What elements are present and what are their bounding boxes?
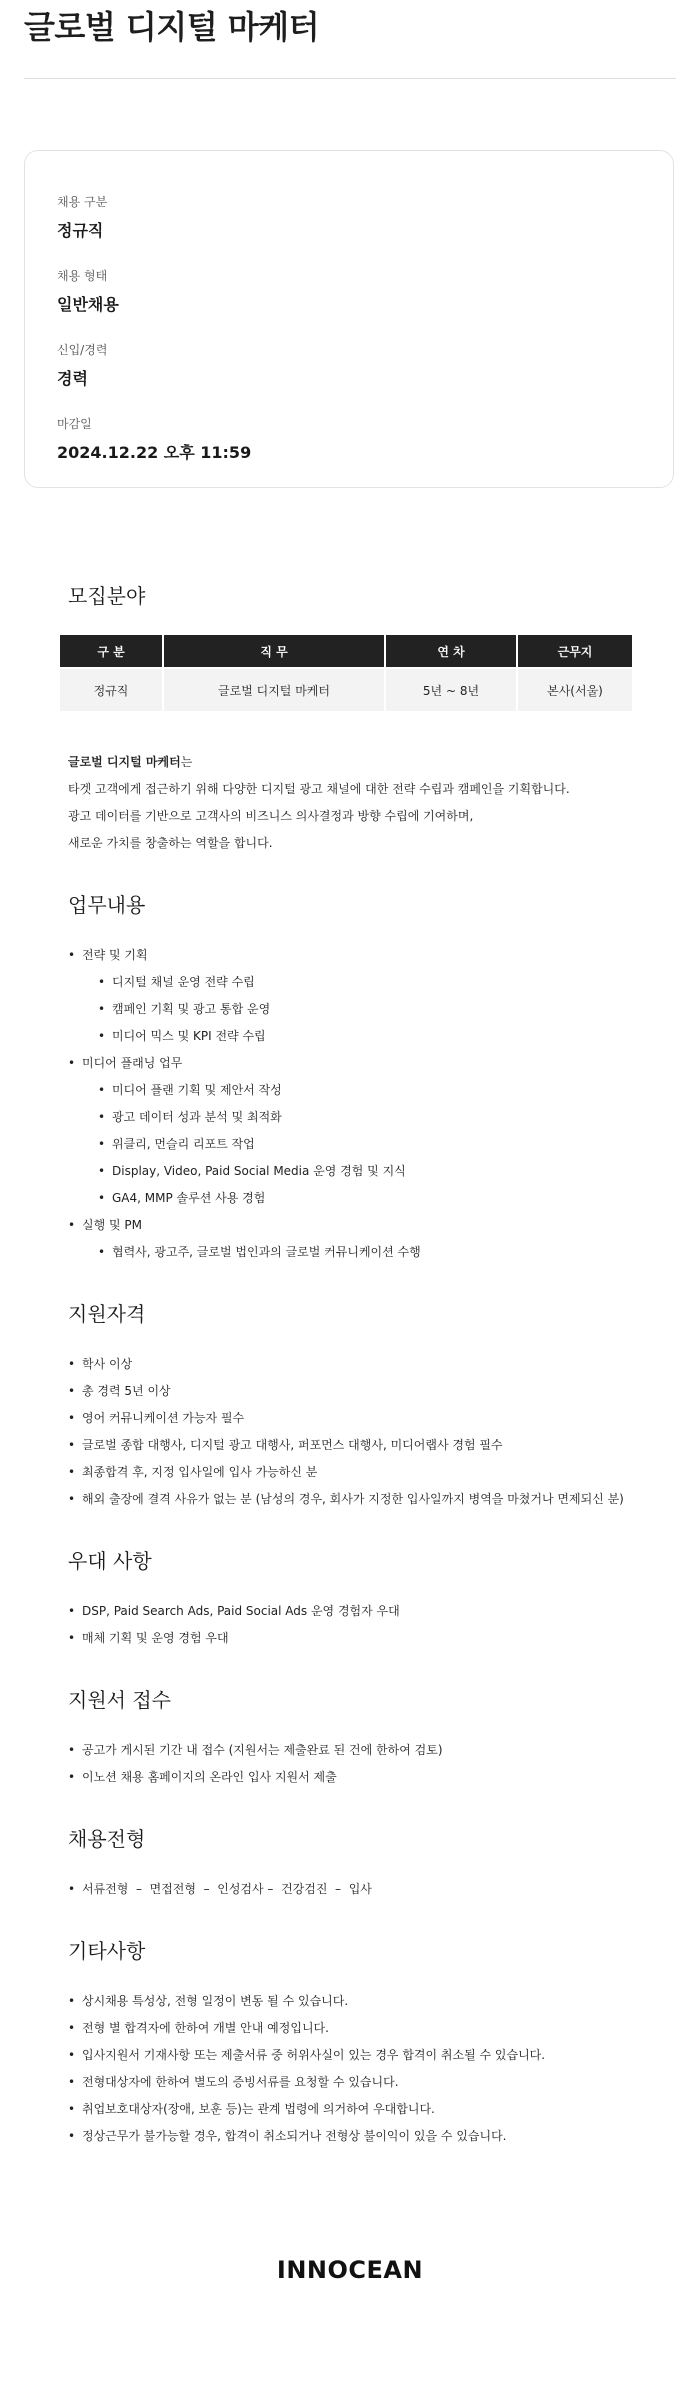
intro-line: 광고 데이터를 기반으로 고객사의 비즈니스 의사결정과 방향 수립에 기여하며, bbox=[68, 809, 474, 823]
info-label: 마감일 bbox=[57, 417, 92, 431]
list-item: • 해외 출장에 결격 사유가 없는 분 (남성의 경우, 회사가 지정한 입사일까지 병역을 마쳤거나 면제되신 분) bbox=[68, 1486, 640, 1513]
section-heading-duties: 업무내용 bbox=[68, 893, 146, 917]
process-list bbox=[60, 1876, 640, 1903]
intro-bold-suffix: 는 bbox=[180, 755, 193, 769]
job-intro bbox=[68, 749, 640, 857]
sub-list-item: • 캠페인 기획 및 광고 통합 운영 bbox=[98, 996, 640, 1023]
table-header-cell: 연 차 bbox=[386, 635, 516, 667]
section-heading-recruit: 모집분야 bbox=[68, 584, 146, 608]
innocean-logo: INNOCEAN bbox=[276, 2256, 424, 2284]
section-duties bbox=[60, 889, 640, 1266]
intro-line: 타겟 고객에게 접근하기 위해 다양한 디지털 광고 채널에 대한 전략 수립과 캠페인을 기획합니다. bbox=[68, 782, 570, 796]
duties-list bbox=[60, 942, 640, 1266]
section-heading-application: 지원서 접수 bbox=[68, 1688, 171, 1712]
info-label: 채용 구분 bbox=[57, 195, 108, 209]
list-item: • 상시채용 특성상, 전형 일정이 변동 될 수 있습니다. bbox=[68, 1988, 640, 2015]
etc-list bbox=[60, 1988, 640, 2150]
table-cell: 5년 ~ 8년 bbox=[386, 669, 516, 711]
intro-line: 새로운 가치를 창출하는 역할을 합니다. bbox=[68, 836, 273, 850]
list-item: • 공고가 게시된 기간 내 접수 (지원서는 제출완료 된 건에 한하여 검토) bbox=[68, 1737, 640, 1764]
qualifications-list bbox=[60, 1351, 640, 1513]
title-divider bbox=[24, 78, 676, 79]
table-row bbox=[60, 669, 632, 711]
sub-list bbox=[82, 1239, 640, 1266]
section-heading-process: 채용전형 bbox=[68, 1827, 146, 1851]
list-item: • 입사지원서 기재사항 또는 제출서류 중 허위사실이 있는 경우 합격이 취소될 수 있습니다. bbox=[68, 2042, 640, 2069]
sub-list-item: • 미디어 플랜 기획 및 제안서 작성 bbox=[98, 1077, 640, 1104]
sub-list bbox=[82, 969, 640, 1050]
list-item: • 서류전형 – 면접전형 – 인성검사 – 건강검진 – 입사 bbox=[68, 1876, 640, 1903]
table-cell: 글로벌 디지털 마케터 bbox=[164, 669, 384, 711]
sub-list-item: • 협력사, 광고주, 글로벌 법인과의 글로벌 커뮤니케이션 수행 bbox=[98, 1239, 640, 1266]
info-value: 일반채용 bbox=[57, 295, 119, 314]
list-item: • 이노션 채용 홈페이지의 온라인 입사 지원서 제출 bbox=[68, 1764, 640, 1791]
info-deadline bbox=[57, 415, 641, 463]
preferred-list bbox=[60, 1598, 640, 1652]
info-hiring-type bbox=[57, 267, 641, 315]
list-item-label: 전략 및 기획 bbox=[82, 948, 148, 962]
sub-list-item: • 미디어 믹스 및 KPI 전략 수립 bbox=[98, 1023, 640, 1050]
table-header-cell: 근무지 bbox=[518, 635, 632, 667]
info-value: 2024.12.22 오후 11:59 bbox=[57, 443, 252, 462]
section-application bbox=[60, 1684, 640, 1791]
list-item: • 총 경력 5년 이상 bbox=[68, 1378, 640, 1405]
page-title: 글로벌 디지털 마케터 bbox=[24, 8, 319, 46]
table-header-cell: 직 무 bbox=[164, 635, 384, 667]
info-value: 경력 bbox=[57, 369, 88, 388]
section-heading-qualifications: 지원자격 bbox=[68, 1302, 146, 1326]
sub-list-item: • 광고 데이터 성과 분석 및 최적화 bbox=[98, 1104, 640, 1131]
list-item: • 글로벌 종합 대행사, 디지털 광고 대행사, 퍼포먼스 대행사, 미디어랩사 경험 필수 bbox=[68, 1432, 640, 1459]
application-list bbox=[60, 1737, 640, 1791]
table-header-cell: 구 분 bbox=[60, 635, 162, 667]
section-process bbox=[60, 1823, 640, 1903]
section-qualifications bbox=[60, 1298, 640, 1513]
sub-list-item: • 디지털 채널 운영 전략 수립 bbox=[98, 969, 640, 996]
info-value: 정규직 bbox=[57, 221, 104, 240]
section-etc bbox=[60, 1935, 640, 2150]
list-item: • 학사 이상 bbox=[68, 1351, 640, 1378]
list-item: • 취업보호대상자(장애, 보훈 등)는 관계 법령에 의거하여 우대합니다. bbox=[68, 2096, 640, 2123]
section-preferred bbox=[60, 1545, 640, 1652]
sub-list-item: • 위클리, 먼슬리 리포트 작업 bbox=[98, 1131, 640, 1158]
section-heading-etc: 기타사항 bbox=[68, 1939, 146, 1963]
list-item: • 영어 커뮤니케이션 가능자 필수 bbox=[68, 1405, 640, 1432]
list-item: • 정상근무가 불가능할 경우, 합격이 취소되거나 전형상 불이익이 있을 수 있습니다. bbox=[68, 2123, 640, 2150]
intro-line bbox=[68, 749, 640, 776]
info-label: 채용 형태 bbox=[57, 269, 108, 283]
table-cell: 정규직 bbox=[60, 669, 162, 711]
list-item: • 전형대상자에 한하여 별도의 증빙서류를 요청할 수 있습니다. bbox=[68, 2069, 640, 2096]
list-item: • 매체 기획 및 운영 경험 우대 bbox=[68, 1625, 640, 1652]
list-item: • 전형 별 합격자에 한하여 개별 안내 예정입니다. bbox=[68, 2015, 640, 2042]
section-heading-preferred: 우대 사항 bbox=[68, 1549, 152, 1573]
list-item: • DSP, Paid Search Ads, Paid Social Ads 운영 경험자 우대 bbox=[68, 1598, 640, 1625]
job-info-card bbox=[24, 150, 674, 488]
info-career-level bbox=[57, 341, 641, 389]
list-item-label: 실행 및 PM bbox=[82, 1218, 142, 1232]
sub-list bbox=[82, 1077, 640, 1212]
job-description bbox=[60, 580, 640, 2150]
table-cell: 본사(서울) bbox=[518, 669, 632, 711]
list-item: • 최종합격 후, 지정 입사일에 입사 가능하신 분 bbox=[68, 1459, 640, 1486]
recruit-table bbox=[58, 633, 634, 713]
list-item bbox=[68, 942, 640, 1050]
intro-bold: 글로벌 디지털 마케터 bbox=[68, 755, 181, 769]
info-employment-type bbox=[57, 193, 641, 241]
list-item-label: 미디어 플래닝 업무 bbox=[82, 1056, 183, 1070]
info-label: 신입/경력 bbox=[57, 343, 108, 357]
sub-list-item: • Display, Video, Paid Social Media 운영 경험 및 지식 bbox=[98, 1158, 640, 1185]
sub-list-item: • GA4, MMP 솔루션 사용 경험 bbox=[98, 1185, 640, 1212]
list-item bbox=[68, 1212, 640, 1266]
list-item bbox=[68, 1050, 640, 1212]
table-header-row bbox=[60, 635, 632, 667]
